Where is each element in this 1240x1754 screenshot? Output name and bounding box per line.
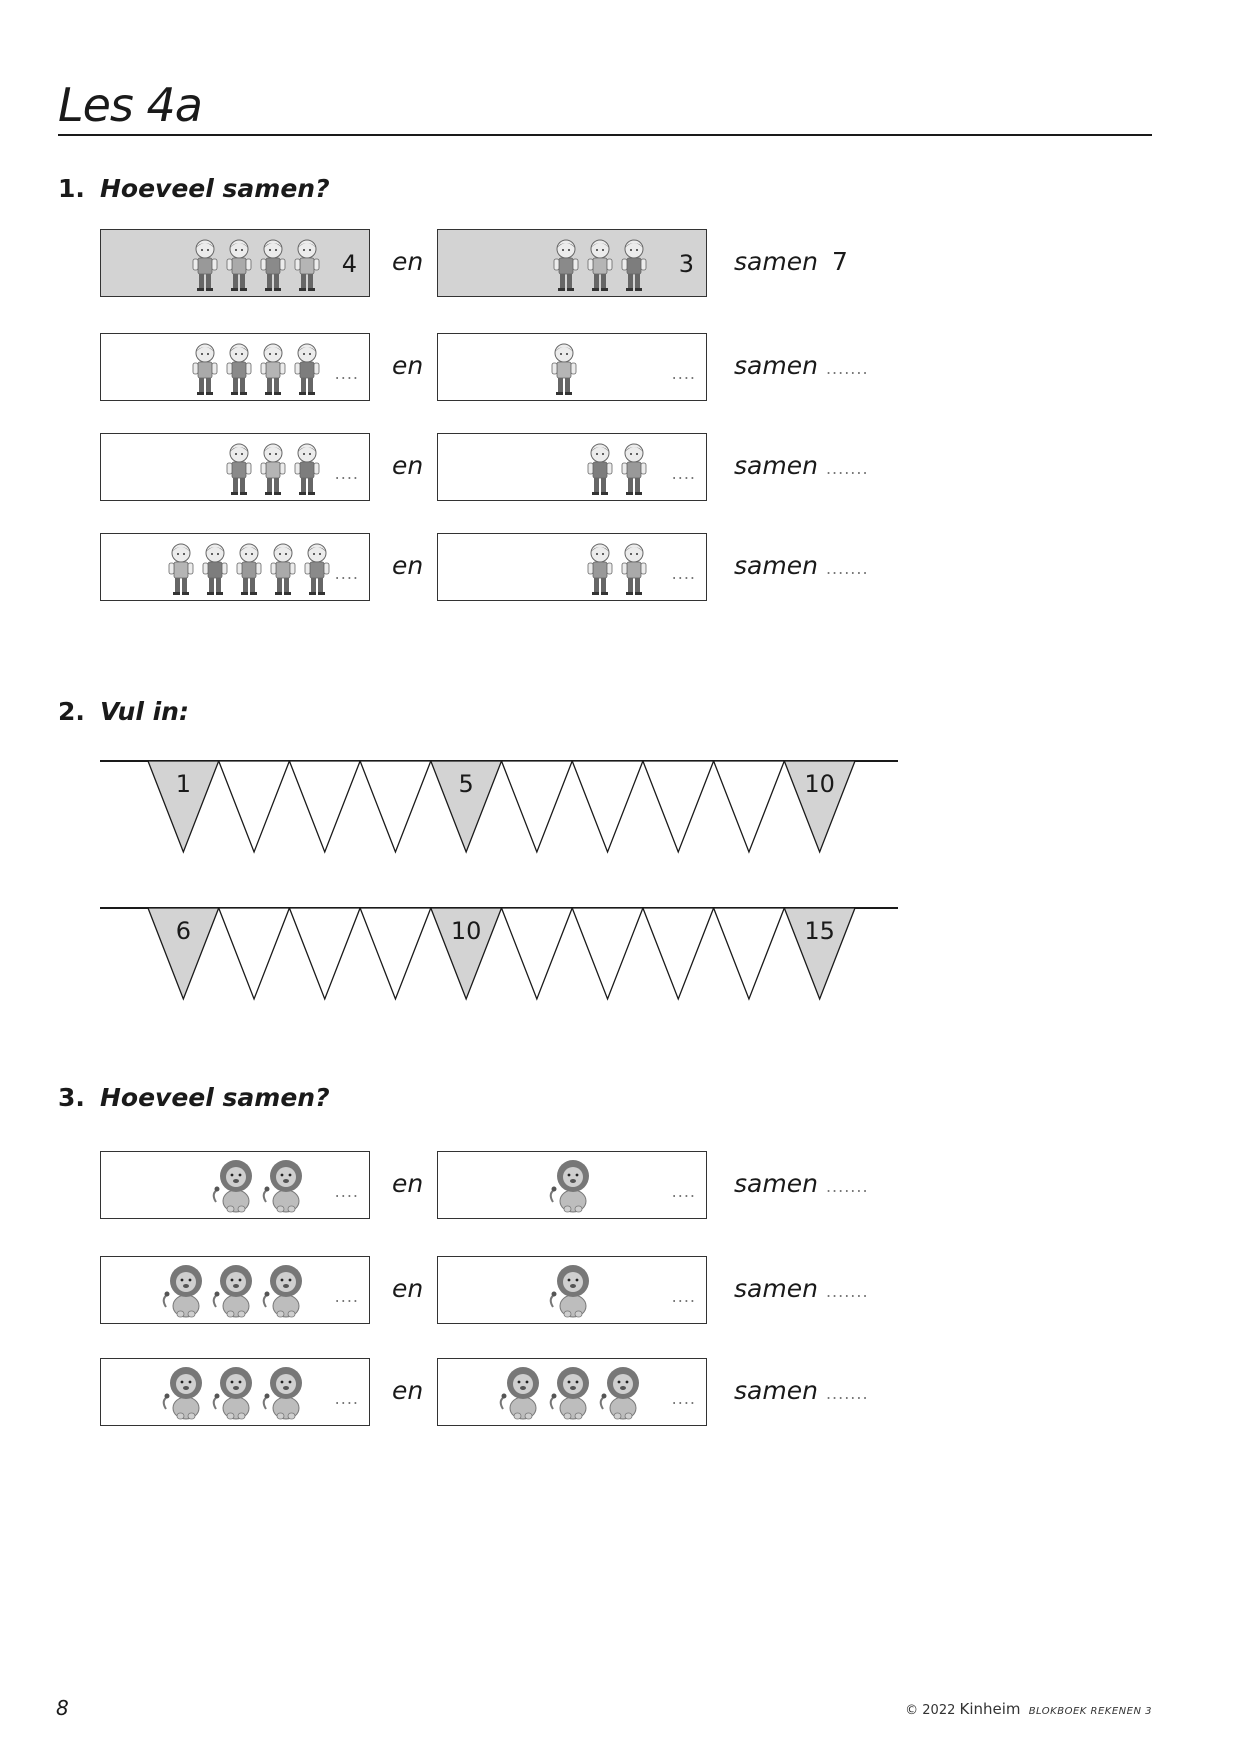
publisher-name: Kinheim bbox=[959, 1700, 1021, 1718]
lion-icon bbox=[599, 1365, 643, 1421]
flag-number: 6 bbox=[175, 917, 191, 945]
flag-number: 10 bbox=[804, 770, 835, 798]
title-rule bbox=[58, 134, 1152, 136]
answer-blank[interactable]: .... bbox=[671, 1182, 696, 1201]
total-value: 7 bbox=[831, 247, 848, 276]
answer-blank[interactable]: .... bbox=[334, 1389, 359, 1408]
picture-box-left bbox=[100, 1256, 370, 1324]
picture-box-right bbox=[437, 1151, 707, 1219]
children-group bbox=[191, 236, 321, 292]
total-blank[interactable]: ....... bbox=[825, 359, 869, 378]
en-label: en bbox=[392, 247, 424, 276]
lion-icon bbox=[212, 1158, 256, 1214]
exercise-3-number: 3. bbox=[58, 1083, 85, 1112]
answer-blank[interactable]: .... bbox=[334, 364, 359, 383]
picture-box-right bbox=[437, 1256, 707, 1324]
exercise-row bbox=[100, 433, 900, 505]
total-blank[interactable]: ....... bbox=[825, 459, 869, 478]
exercise-1-title: Hoeveel samen? bbox=[100, 174, 330, 203]
child-icon bbox=[167, 542, 195, 596]
children-group bbox=[586, 540, 648, 596]
samen-label: samen ....... bbox=[734, 551, 869, 580]
picture-box-left bbox=[100, 433, 370, 501]
en-label: en bbox=[392, 1274, 424, 1303]
samen-label: samen 7 bbox=[734, 247, 848, 276]
lion-icon bbox=[162, 1365, 206, 1421]
lions-group bbox=[162, 1365, 306, 1421]
picture-box-right bbox=[437, 433, 707, 501]
child-icon bbox=[620, 238, 648, 292]
child-icon bbox=[191, 342, 219, 396]
answer-blank[interactable]: .... bbox=[671, 1287, 696, 1306]
child-icon bbox=[259, 442, 287, 496]
bunting-line bbox=[100, 907, 900, 1007]
total-blank[interactable]: ....... bbox=[825, 1282, 869, 1301]
flag-triangle[interactable] bbox=[643, 908, 714, 999]
child-icon bbox=[259, 238, 287, 292]
copyright-year: © 2022 bbox=[905, 1703, 956, 1718]
children-group bbox=[167, 540, 331, 596]
total-blank[interactable]: ....... bbox=[825, 1177, 869, 1196]
samen-label: samen ....... bbox=[734, 1169, 869, 1198]
child-icon bbox=[586, 542, 614, 596]
samen-label: samen ....... bbox=[734, 1376, 869, 1405]
flag-triangle[interactable] bbox=[289, 761, 360, 852]
child-icon bbox=[586, 442, 614, 496]
child-icon bbox=[259, 342, 287, 396]
exercise-1-heading bbox=[58, 174, 330, 203]
answer-blank[interactable]: .... bbox=[334, 1287, 359, 1306]
lesson-title: Les 4a bbox=[58, 78, 202, 132]
child-icon bbox=[201, 542, 229, 596]
flag-number: 5 bbox=[458, 770, 474, 798]
picture-box-right bbox=[437, 229, 707, 297]
samen-label: samen ....... bbox=[734, 451, 869, 480]
bunting-row bbox=[100, 907, 900, 1007]
child-icon bbox=[269, 542, 297, 596]
picture-box-right bbox=[437, 1358, 707, 1426]
child-icon bbox=[293, 342, 321, 396]
page-number: 8 bbox=[56, 1696, 69, 1720]
count-value: 4 bbox=[341, 250, 357, 278]
child-icon bbox=[303, 542, 331, 596]
lion-icon bbox=[549, 1263, 593, 1319]
bunting-line bbox=[100, 760, 900, 860]
lions-group bbox=[162, 1263, 306, 1319]
flag-triangle[interactable] bbox=[572, 908, 643, 999]
flag-number: 15 bbox=[804, 917, 835, 945]
children-group bbox=[191, 340, 321, 396]
lion-icon bbox=[549, 1158, 593, 1214]
footer-copyright bbox=[905, 1700, 1152, 1718]
lion-icon bbox=[262, 1365, 306, 1421]
en-label: en bbox=[392, 1169, 424, 1198]
lion-icon bbox=[262, 1263, 306, 1319]
picture-box-left bbox=[100, 533, 370, 601]
answer-blank[interactable]: .... bbox=[334, 464, 359, 483]
exercise-row bbox=[100, 1358, 900, 1430]
answer-blank[interactable]: .... bbox=[334, 564, 359, 583]
exercise-2-heading bbox=[58, 697, 189, 726]
samen-label: samen ....... bbox=[734, 351, 869, 380]
picture-box-left bbox=[100, 1358, 370, 1426]
exercise-1-number: 1. bbox=[58, 174, 85, 203]
total-blank[interactable]: ....... bbox=[825, 559, 869, 578]
answer-blank[interactable]: .... bbox=[671, 364, 696, 383]
picture-box-left bbox=[100, 1151, 370, 1219]
flag-triangle[interactable] bbox=[289, 908, 360, 999]
answer-blank[interactable]: .... bbox=[334, 1182, 359, 1201]
en-label: en bbox=[392, 1376, 424, 1405]
children-group bbox=[550, 340, 578, 396]
lions-group bbox=[549, 1263, 593, 1319]
lions-group bbox=[499, 1365, 643, 1421]
flag-triangle[interactable] bbox=[714, 908, 785, 999]
en-label: en bbox=[392, 551, 424, 580]
picture-box-left bbox=[100, 229, 370, 297]
exercise-2-title: Vul in: bbox=[100, 697, 189, 726]
flag-triangle[interactable] bbox=[502, 761, 573, 852]
child-icon bbox=[620, 442, 648, 496]
answer-blank[interactable]: .... bbox=[671, 1389, 696, 1408]
child-icon bbox=[225, 342, 253, 396]
en-label: en bbox=[392, 451, 424, 480]
flag-number: 1 bbox=[175, 770, 191, 798]
picture-box-right bbox=[437, 333, 707, 401]
child-icon bbox=[293, 238, 321, 292]
answer-blank[interactable]: .... bbox=[671, 464, 696, 483]
bunting-row bbox=[100, 760, 900, 860]
exercise-row bbox=[100, 1256, 900, 1328]
child-icon bbox=[586, 238, 614, 292]
lion-icon bbox=[162, 1263, 206, 1319]
count-value: 3 bbox=[678, 250, 694, 278]
picture-box-right bbox=[437, 533, 707, 601]
lions-group bbox=[212, 1158, 306, 1214]
flag-triangle[interactable] bbox=[360, 761, 431, 852]
child-icon bbox=[225, 442, 253, 496]
picture-box-left bbox=[100, 333, 370, 401]
flag-triangle[interactable] bbox=[360, 908, 431, 999]
child-icon bbox=[191, 238, 219, 292]
child-icon bbox=[550, 342, 578, 396]
answer-blank[interactable]: .... bbox=[671, 564, 696, 583]
lion-icon bbox=[549, 1365, 593, 1421]
flag-triangle[interactable] bbox=[572, 761, 643, 852]
flag-triangle[interactable] bbox=[714, 761, 785, 852]
flag-triangle[interactable] bbox=[219, 908, 290, 999]
exercise-row bbox=[100, 1151, 900, 1223]
child-icon bbox=[552, 238, 580, 292]
child-icon bbox=[293, 442, 321, 496]
total-blank[interactable]: ....... bbox=[825, 1384, 869, 1403]
exercise-3-title: Hoeveel samen? bbox=[100, 1083, 330, 1112]
flag-number: 10 bbox=[450, 917, 482, 945]
exercise-2-number: 2. bbox=[58, 697, 85, 726]
exercise-row bbox=[100, 229, 900, 301]
child-icon bbox=[225, 238, 253, 292]
lion-icon bbox=[212, 1365, 256, 1421]
child-icon bbox=[620, 542, 648, 596]
series-name: BLOKBOEK REKENEN 3 bbox=[1028, 1706, 1152, 1717]
lion-icon bbox=[499, 1365, 543, 1421]
exercise-3-heading bbox=[58, 1083, 330, 1112]
children-group bbox=[586, 440, 648, 496]
exercise-row bbox=[100, 533, 900, 605]
en-label: en bbox=[392, 351, 424, 380]
flag-triangle[interactable] bbox=[502, 908, 573, 999]
exercise-row bbox=[100, 333, 900, 405]
children-group bbox=[552, 236, 648, 292]
lions-group bbox=[549, 1158, 593, 1214]
lion-icon bbox=[212, 1263, 256, 1319]
child-icon bbox=[235, 542, 263, 596]
lion-icon bbox=[262, 1158, 306, 1214]
flag-triangle[interactable] bbox=[219, 761, 290, 852]
flag-triangle[interactable] bbox=[643, 761, 714, 852]
children-group bbox=[225, 440, 321, 496]
samen-label: samen ....... bbox=[734, 1274, 869, 1303]
